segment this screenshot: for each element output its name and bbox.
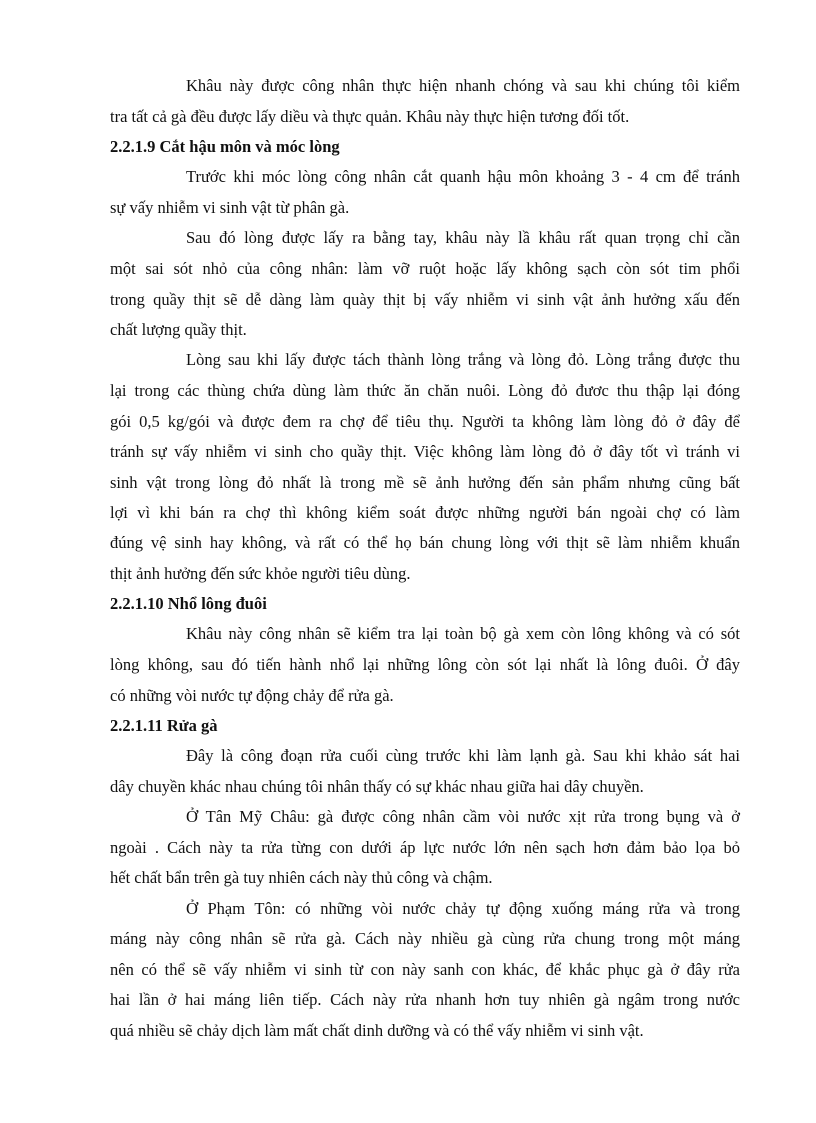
section-heading: 2.2.1.9 Cắt hậu môn và móc lòng xyxy=(110,137,340,156)
paragraph-line: sinh vật trong lòng đỏ nhất là trong mề sẽ ảnh hưởng đến sản phẩm nhưng cũng bất xyxy=(110,473,740,492)
paragraph-line: Khâu này được công nhân thực hiện nhanh chóng và sau khi chúng tôi kiểm xyxy=(186,76,740,95)
paragraph-line: Ở Phạm Tôn: có những vòi nước chảy tự động xuống máng rửa và trong xyxy=(186,899,740,918)
paragraph-line: tra tất cả gà đều được lấy diều và thực quản. Khâu này thực hiện tương đối tốt. xyxy=(110,107,630,126)
paragraph-line: thịt ảnh hưởng đến sức khỏe người tiêu dùng. xyxy=(110,564,411,583)
paragraph-line: máng này công nhân sẽ rửa gà. Cách này nhiều gà cùng rửa chung trong một máng xyxy=(110,929,740,948)
paragraph-line: quá nhiều sẽ chảy dịch làm mất chất dinh dưỡng và có thể vấy nhiễm vi sinh vật. xyxy=(110,1021,644,1040)
paragraph-line: Ở Tân Mỹ Châu: gà được công nhân cầm vòi nước xịt rửa trong bụng và ở xyxy=(186,807,740,826)
paragraph-line: gói 0,5 kg/gói và được đem ra chợ để tiêu thụ. Người ta không làm lòng đỏ ở đây để xyxy=(110,412,740,431)
paragraph-line: Sau đó lòng được lấy ra bằng tay, khâu này lầ khâu rất quan trọng chỉ cần xyxy=(186,228,740,247)
paragraph-line: Lòng sau khi lấy được tách thành lòng trắng và lòng đỏ. Lòng trắng được thu xyxy=(186,350,740,369)
paragraph-line: có những vòi nước tự động chảy để rửa gà. xyxy=(110,686,394,705)
paragraph-line: lại trong các thùng chứa dùng làm thức ăn chăn nuôi. Lòng đỏ đươc thu thập lại đóng xyxy=(110,381,740,400)
paragraph-line: một sai sót nhỏ của công nhân: làm vỡ ruột hoặc lấy không sạch còn sót tim phổi xyxy=(110,259,740,278)
paragraph-line: hai lần ở hai máng liên tiếp. Cách này rửa nhanh hơn tuy nhiên gà ngâm trong nước xyxy=(110,990,740,1009)
paragraph-line: Đây là công đoạn rửa cuối cùng trước khi làm lạnh gà. Sau khi khảo sát hai xyxy=(186,746,740,765)
paragraph-line: tránh sự vấy nhiễm vi sinh cho quầy thịt. Việc không làm lòng đỏ ở đây tốt vì tránh vi xyxy=(110,442,740,461)
paragraph-line: dây chuyền khác nhau chúng tôi nhân thấy có sự khác nhau giữa hai dây chuyền. xyxy=(110,777,644,796)
paragraph-line: lợi vì khi bán ra chợ thì không kiểm soát được những người bán ngoài chợ có làm xyxy=(110,503,740,522)
paragraph-line: trong quầy thịt sẽ dễ dàng làm quày thịt bị vấy nhiễm vi sinh vật ảnh hưởng xấu đến xyxy=(110,290,740,309)
paragraph-line: nên có thể sẽ vấy nhiễm vi sinh từ con này sanh con khác, để khắc phục gà ở đây rửa xyxy=(110,960,740,979)
paragraph-line: chất lượng quầy thịt. xyxy=(110,320,247,339)
section-heading: 2.2.1.10 Nhổ lông đuôi xyxy=(110,594,267,613)
paragraph-line: Trước khi móc lòng công nhân cắt quanh hậu môn khoảng 3 - 4 cm để tránh xyxy=(186,167,740,186)
paragraph-line: sự vấy nhiễm vi sinh vật từ phân gà. xyxy=(110,198,350,217)
paragraph-line: ngoài . Cách này ta rửa từng con dưới áp lực nước lớn nên sạch hơn đảm bảo lọa bỏ xyxy=(110,838,740,857)
paragraph-line: Khâu này công nhân sẽ kiểm tra lại toàn bộ gà xem còn lông không và có sót xyxy=(186,624,740,643)
paragraph-line: đúng vệ sinh hay không, và rất có thể họ bán chung lòng với thịt sẽ làm nhiễm khuẩn xyxy=(110,533,740,552)
paragraph-line: hết chất bẩn trên gà tuy nhiên cách này thủ công và chậm. xyxy=(110,868,493,887)
section-heading: 2.2.1.11 Rửa gà xyxy=(110,716,218,735)
paragraph-line: lòng không, sau đó tiến hành nhổ lại những lông còn sót lại nhất là lông đuôi. Ở đây xyxy=(110,655,740,674)
